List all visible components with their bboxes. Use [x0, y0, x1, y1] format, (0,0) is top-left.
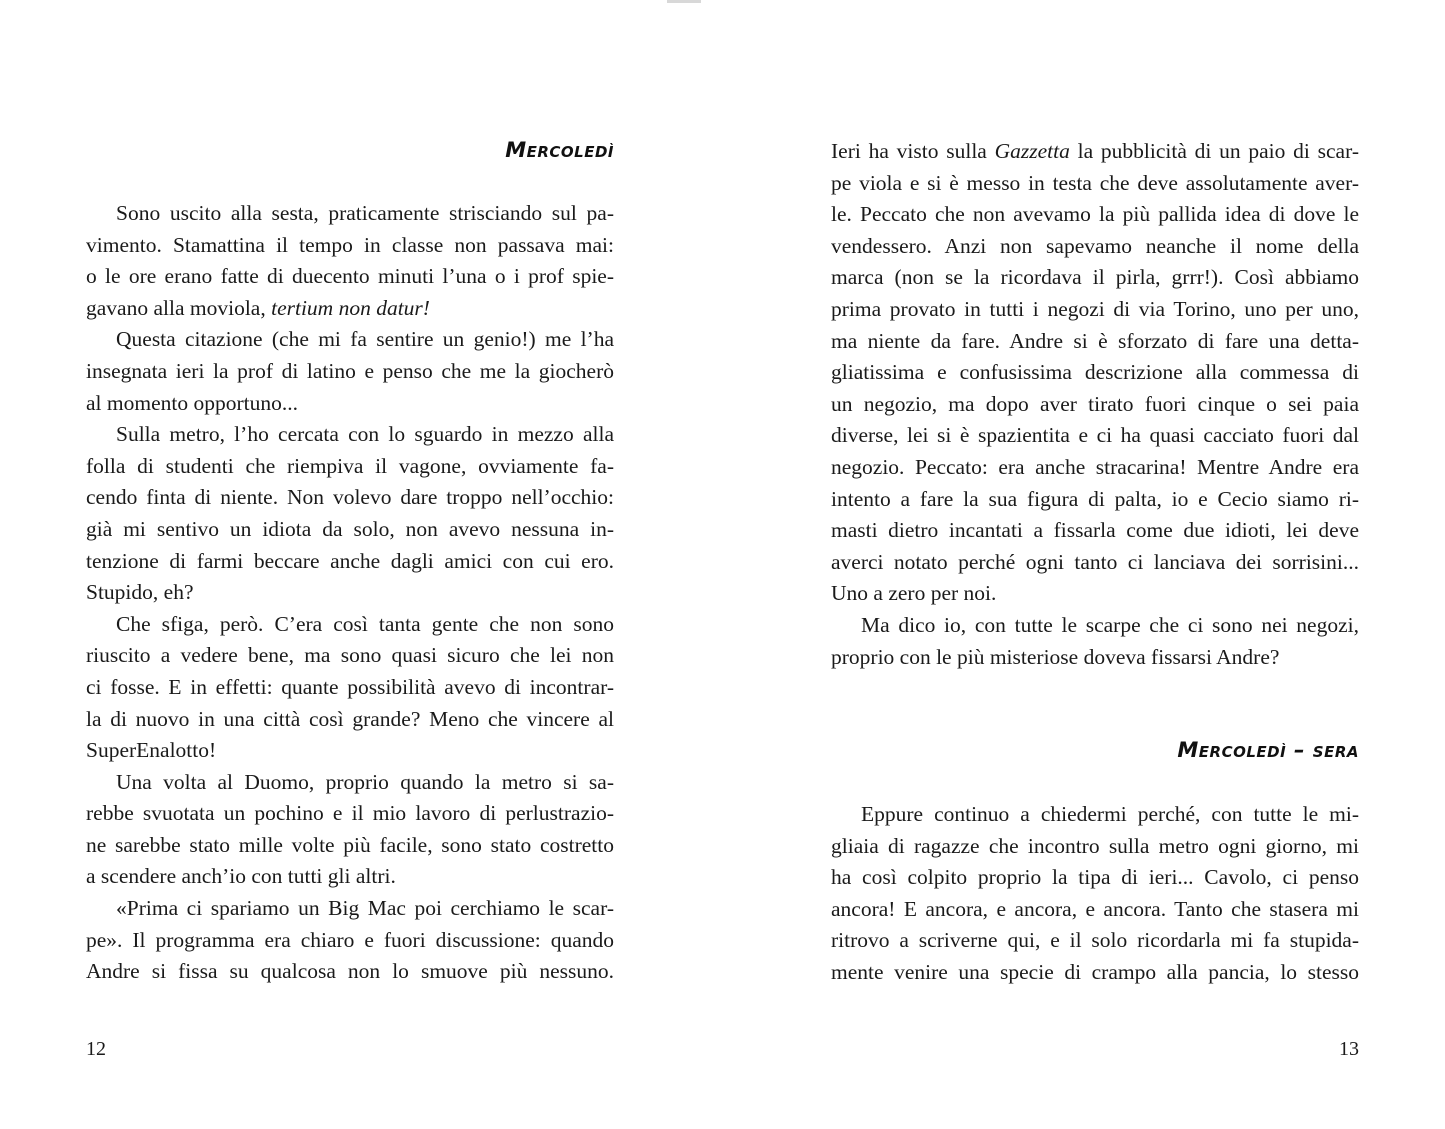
body-text [86, 198, 614, 988]
text-line: intento a fare la sua figura di palta, io e Cecio siamo ri- [831, 486, 1359, 511]
text-line: masti dietro incantati a fissarla come due idioti, lei deve [831, 518, 1359, 543]
right-page [831, 0, 1359, 1129]
italic-text-run: Gazzetta [994, 139, 1070, 163]
text-line: Eppure continuo a chiedermi perché, con tutte le mi- [861, 802, 1359, 826]
text-line: folla di studenti che riempiva il vagone, ovviamente fa- [86, 453, 614, 478]
text-line: insegnata ieri la prof di latino e penso che me la giocherò [86, 358, 614, 383]
text-line: pe viola e si è messo in testa che deve assolutamente aver- [831, 170, 1359, 195]
page-gutter-mark [667, 0, 701, 3]
text-line: gliaia di ragazze che incontro sulla metro ogni giorno, mi [831, 833, 1359, 858]
text-line: al momento opportuno... [86, 390, 298, 415]
page-number: 13 [1339, 1038, 1359, 1060]
text-line: ritrovo a scriverne qui, e il solo ricordarla mi fa stupida- [831, 928, 1359, 953]
text-line: o le ore erano fatte di duecento minuti l’una o i prof spie- [86, 264, 614, 289]
text-line: ma niente da fare. Andre si è sforzato di fare una detta- [831, 328, 1359, 353]
text-line: a scendere anch’io con tutti gli altri. [86, 864, 396, 889]
text-line: ancora! E ancora, e ancora, e ancora. Tanto che stasera mi [831, 896, 1359, 921]
text-line: la di nuovo in una città così grande? Meno che vincere al [86, 706, 614, 731]
text-line: vendessero. Anzi non sapevamo neanche il nome della [831, 233, 1359, 258]
text-line: Sono uscito alla sesta, praticamente strisciando sul pa- [116, 201, 614, 225]
text-line: SuperEnalotto! [86, 738, 217, 763]
left-page [86, 0, 614, 1129]
text-line: vimento. Stamattina il tempo in classe non passava mai: [86, 232, 614, 257]
text-line [831, 136, 1359, 168]
text-line: marca (non se la ricordava il pirla, grrr!). Così abbiamo [831, 265, 1359, 290]
text-line: le. Peccato che non avevamo la più pallida idea di dove le [831, 202, 1359, 227]
text-line: già mi sentivo un idiota da solo, non avevo nessuna in- [86, 516, 614, 541]
text-line: Ma dico io, con tutte le scarpe che ci sono nei negozi, [861, 612, 1359, 637]
text-line: prima provato in tutti i negozi di via Torino, uno per uno, [831, 296, 1359, 321]
text-line: ci fosse. E in effetti: quante possibilità avevo di incontrar- [86, 674, 614, 699]
text-line: rebbe svuotata un pochino e il mio lavoro di perlustrazio- [86, 801, 614, 826]
chapter-heading: Mercoledì – sera [1177, 738, 1359, 762]
text-line: mente venire una specie di crampo alla pancia, lo stesso [831, 959, 1359, 984]
text-line: tenzione di farmi beccare anche dagli amici con cui ero. [86, 548, 614, 573]
text-line: proprio con le più misteriose doveva fissarsi Andre? [831, 644, 1280, 669]
text-line: Andre si fissa su qualcosa non lo smuove più nessuno. [86, 959, 614, 984]
page-number: 12 [86, 1038, 106, 1060]
text-line: ne sarebbe stato mille volte più facile, sono stato costretto [86, 832, 614, 857]
text-line: «Prima ci spariamo un Big Mac poi cerchiamo le scar- [116, 896, 614, 921]
text-line: gliatissima e confusissima descrizione alla commessa di [831, 360, 1359, 385]
text-line: pe». Il programma era chiaro e fuori discussione: quando [86, 927, 614, 952]
text-line: diverse, lei si è spazientita e ci ha quasi cacciato fuori dal [831, 423, 1359, 448]
text-line: un negozio, ma dopo aver tirato fuori cinque o sei paia [831, 391, 1359, 416]
text-line: averci notato perché ogni tanto ci lanciava dei sorrisini... [831, 549, 1359, 574]
text-line: ha così colpito proprio la tipa di ieri... Cavolo, ci penso [831, 865, 1359, 890]
text-line: Uno a zero per noi. [831, 581, 997, 606]
italic-text-run: tertium non datur! [271, 295, 430, 320]
body-text [831, 799, 1359, 989]
text-run: Ieri ha visto sulla [831, 139, 995, 163]
chapter-heading: Mercoledì [505, 138, 614, 162]
text-line: negozio. Peccato: era anche stracarina! Mentre Andre era [831, 454, 1359, 479]
text-line: Questa citazione (che mi fa sentire un genio!) me l’ha [116, 327, 614, 352]
text-line: Stupido, eh? [86, 580, 194, 605]
body-text [831, 136, 1359, 673]
text-line: cendo finta di niente. Non volevo dare troppo nell’occhio: [86, 485, 614, 510]
text-run: gavano alla moviola, [86, 295, 272, 320]
text-line [86, 293, 614, 325]
text-run: la pubblicità di un paio di scar- [1069, 139, 1359, 163]
text-line: Che sfiga, però. C’era così tanta gente che non sono [116, 611, 614, 636]
text-line: Una volta al Duomo, proprio quando la metro si sa- [116, 769, 614, 794]
text-line: Sulla metro, l’ho cercata con lo sguardo in mezzo alla [116, 422, 614, 447]
text-line: riuscito a vedere bene, ma sono quasi sicuro che lei non [86, 643, 614, 668]
